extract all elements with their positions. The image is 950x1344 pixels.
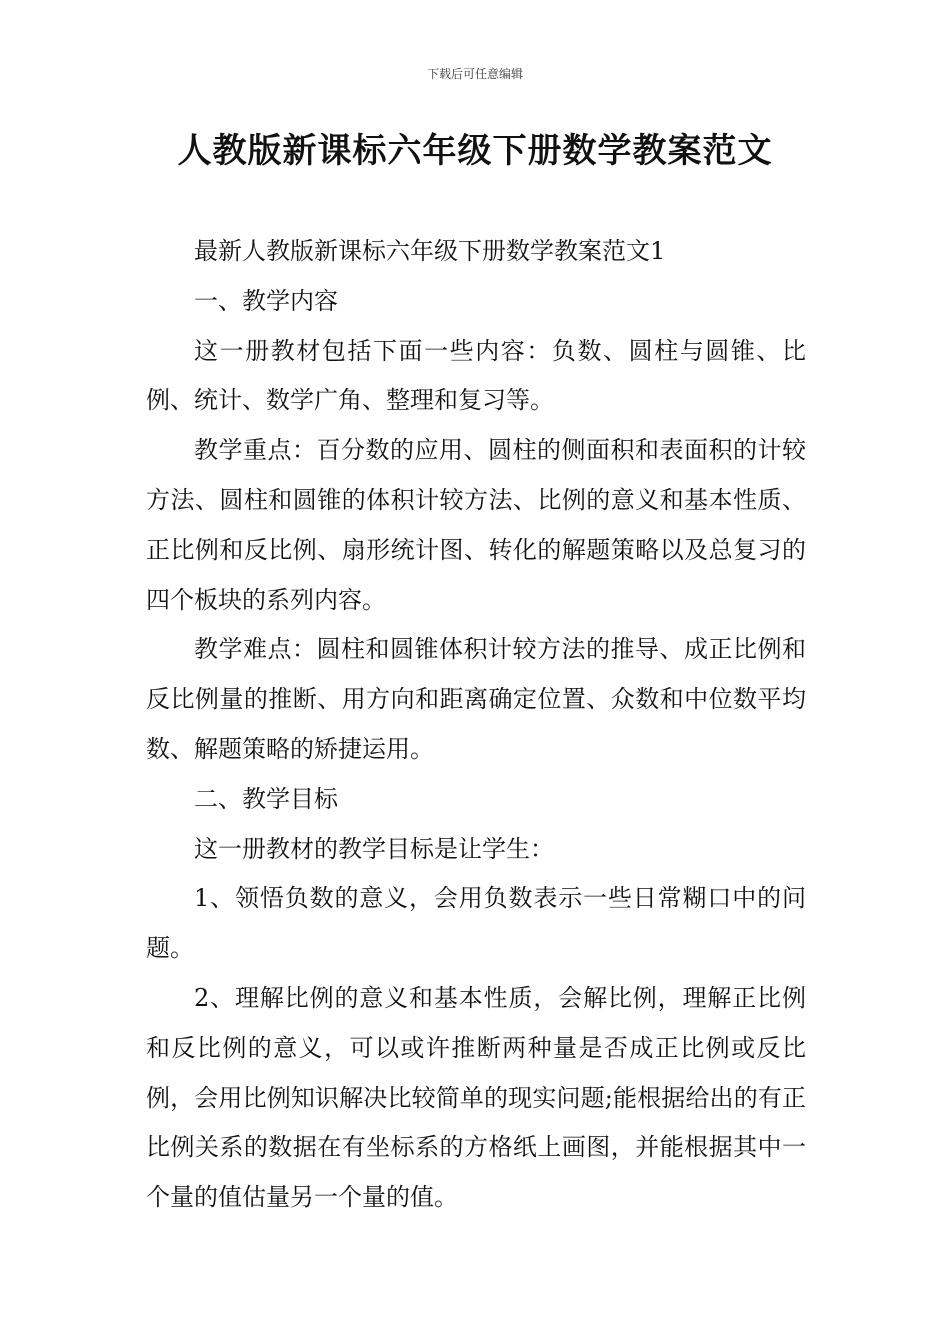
section-heading-subtitle: 最新人教版新课标六年级下册数学教案范文1 xyxy=(194,237,666,265)
header-note: 下载后可任意编辑 xyxy=(426,67,523,81)
section-heading-content: 一、教学内容 xyxy=(194,286,338,315)
paragraph-goal-2: 2、理解比例的意义和基本性质，会解比例，理解正比例和反比例的意义，可以或许推断两种量是否成正比例或反比例，会用比例知识解决比较简单的现实问题;能根据给出的有正比例关系的数据在有坐标系的方格纸上画图，并能根据其中一个量的值估量另一个量的值。 xyxy=(146,983,806,1212)
paragraph-goal-1: 1、领悟负数的意义，会用负数表示一些日常糊口中的问题。 xyxy=(146,884,806,963)
paragraph-difficult-points: 教学难点：圆柱和圆锥体积计较方法的推导、成正比例和反比例量的推断、用方向和距离确定位置、众数和中位数平均数、解题策略的矫捷运用。 xyxy=(146,635,806,763)
section-heading-goals: 二、教学目标 xyxy=(194,784,338,813)
paragraph-content-overview: 这一册教材包括下面一些内容：负数、圆柱与圆锥、比例、统计、数学广角、整理和复习等。 xyxy=(146,336,806,415)
document-title: 人教版新课标六年级下册数学教案范文 xyxy=(177,131,773,171)
paragraph-goals-intro: 这一册教材的教学目标是让学生： xyxy=(194,834,554,863)
document-body xyxy=(146,227,806,1223)
paragraph-key-points: 教学重点：百分数的应用、圆柱的侧面积和表面积的计较方法、圆柱和圆锥的体积计较方法、比例的意义和基本性质、正比例和反比例、扇形统计图、转化的解题策略以及总复习的四个板块的系列内容。 xyxy=(146,436,806,614)
